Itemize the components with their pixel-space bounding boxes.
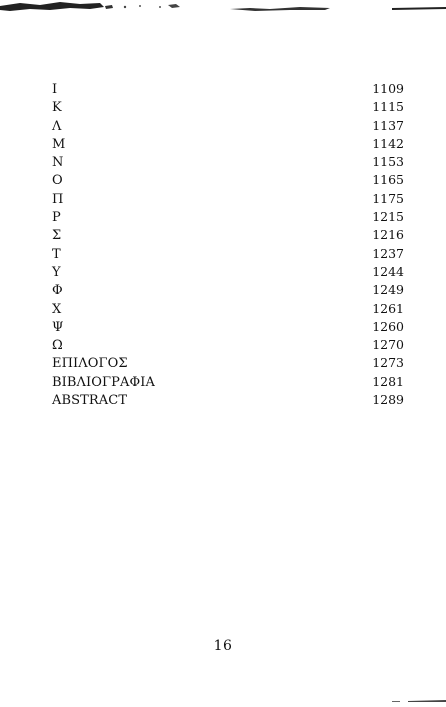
toc-entry-page: 1109	[372, 81, 404, 96]
toc-entry-label: ABSTRACT	[52, 393, 128, 409]
table-of-contents	[52, 80, 404, 409]
toc-entry-page: 1137	[372, 117, 404, 133]
toc-entry-label: O	[52, 173, 63, 189]
toc-entry-page: 1165	[372, 172, 404, 188]
toc-entry	[52, 318, 404, 336]
toc-entry	[52, 245, 404, 263]
toc-entry	[52, 281, 404, 299]
toc-entry	[52, 373, 404, 391]
toc-entry-page: 1260	[372, 318, 404, 334]
toc-entry-label: K	[52, 100, 62, 116]
toc-entry	[52, 391, 404, 409]
toc-entry-label: Ψ	[52, 319, 64, 335]
toc-entry	[52, 354, 404, 372]
toc-entry	[52, 208, 404, 226]
toc-entry-label: Σ	[52, 228, 62, 244]
toc-entry	[52, 336, 404, 354]
toc-entry	[52, 98, 404, 116]
toc-entry	[52, 171, 404, 189]
toc-entry-page: 1249	[372, 282, 404, 298]
scan-artifact-top	[0, 0, 446, 14]
toc-entry-page: 1270	[372, 337, 404, 353]
page-number: 16	[213, 638, 233, 654]
toc-entry	[52, 190, 404, 208]
toc-entry-page: 1289	[372, 392, 404, 408]
toc-entry	[52, 300, 404, 318]
toc-entry-page: 1142	[372, 135, 404, 151]
toc-entry-label: X	[52, 301, 62, 317]
toc-entry	[52, 117, 404, 135]
toc-entry-page: 1244	[372, 263, 404, 279]
scan-artifact-bottom	[0, 695, 446, 707]
toc-entry-label: T	[52, 246, 61, 262]
toc-entry	[52, 226, 404, 244]
toc-entry-label: Π	[52, 191, 64, 207]
toc-entry-page: 1115	[372, 99, 404, 115]
toc-entry-page: 1215	[372, 209, 404, 225]
toc-entry-label: Ω	[52, 338, 63, 354]
toc-entry-label: ΕΠΙΛΟΓΟΣ	[52, 356, 128, 372]
toc-entry-label: M	[52, 136, 66, 152]
toc-entry-page: 1281	[372, 373, 404, 389]
toc-entry-label: I	[52, 82, 58, 97]
toc-entry-page: 1261	[372, 300, 404, 316]
toc-entry-page: 1273	[372, 355, 404, 371]
toc-entry-page: 1237	[372, 245, 404, 261]
toc-entry	[52, 153, 404, 171]
toc-entry-page: 1153	[372, 154, 404, 170]
toc-entry-label: P	[52, 210, 61, 226]
toc-entry-label: Υ	[52, 264, 61, 280]
toc-entry-label: N	[52, 155, 64, 171]
toc-entry-label: Λ	[52, 118, 62, 134]
toc-entry	[52, 80, 404, 98]
toc-entry	[52, 263, 404, 281]
toc-entry-label: Φ	[52, 283, 63, 299]
toc-entry-page: 1175	[372, 190, 404, 206]
toc-entry-label: ΒΙΒΛΙΟΓΡΑΦΙΑ	[52, 374, 155, 390]
toc-entry	[52, 135, 404, 153]
toc-entry-page: 1216	[372, 227, 404, 243]
